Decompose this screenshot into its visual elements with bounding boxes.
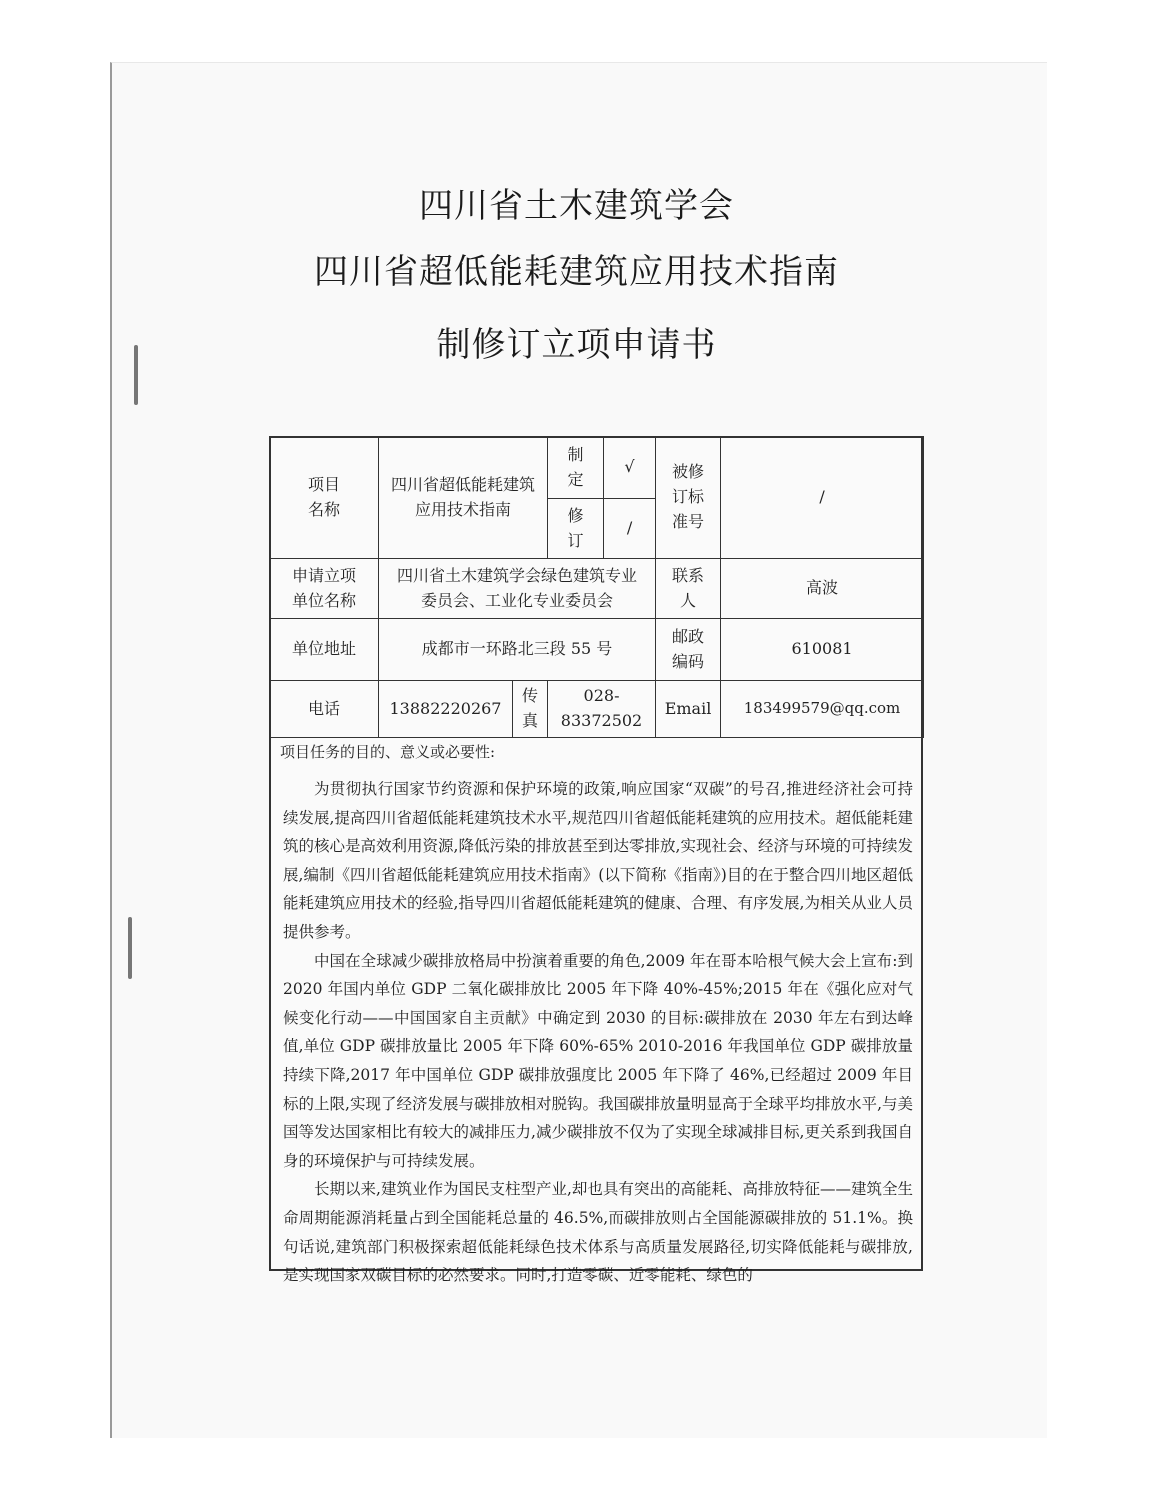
application-info-table bbox=[269, 436, 924, 738]
applicant-value: 四川省土木建筑学会绿色建筑专业 委员会、工业化专业委员会 bbox=[379, 559, 656, 619]
postcode-value: 610081 bbox=[721, 619, 924, 681]
establish-mark: √ bbox=[604, 437, 656, 499]
project-name-value: 四川省超低能耗建筑 应用技术指南 bbox=[379, 437, 548, 559]
address-value: 成都市一环路北三段 55 号 bbox=[379, 619, 656, 681]
establish-label: 制 定 bbox=[548, 437, 604, 499]
phone-label: 电话 bbox=[270, 681, 379, 738]
revised-standard-value: / bbox=[721, 437, 924, 559]
revised-standard-label: 被修 订标 准号 bbox=[656, 437, 721, 559]
applicant-label: 申请立项 单位名称 bbox=[270, 559, 379, 619]
fax-label: 传 真 bbox=[513, 681, 548, 738]
project-name-label: 项目 名称 bbox=[270, 437, 379, 559]
purpose-paragraph: 为贯彻执行国家节约资源和保护环境的政策,响应国家“双碳”的号召,推进经济社会可持续发展,提高四川省超低能耗建筑技术水平,规范四川省超低能耗建筑的应用技术。超低能耗建筑的核心是高效利用资源,降低污染的排放甚至到达零排放,实现社会、经济与环境的可持续发展,编制《四川省超低能耗建筑应用技术指南》(以下简称《指南》)目的在于整合四川地区超低能耗建筑应用技术的经验,指导四川省超低能耗建筑的健康、合理、有序发展,为相关从业人员提供参考。 bbox=[283, 780, 913, 941]
binder-mark-bottom bbox=[128, 917, 132, 979]
purpose-paragraph: 长期以来,建筑业作为国民支柱型产业,却也具有突出的高能耗、高排放特征——建筑全生命周期能源消耗量占到全国能耗总量的 46.5%,而碳排放则占全国能源碳排放的 51.1%。换句话说,建筑部门积极探索超低能耗绿色技术体系与高质量发展路径,切实降低能耗与碳排放,是实现国家双碳目标的必然要求。同时,打造零碳、近零能耗、绿色的 bbox=[283, 1180, 913, 1285]
address-label: 单位地址 bbox=[270, 619, 379, 681]
purpose-section-label: 项目任务的目的、意义或必要性: bbox=[280, 743, 496, 761]
purpose-paragraph: 中国在全球减少碳排放格局中扮演着重要的角色,2009 年在哥本哈根气候大会上宣布:到 2020 年国内单位 GDP 二氧化碳排放比 2005 年下降 40%-45%;2015 年在《强化应对气候变化行动——中国国家自主贡献》中确定到 2030 的目标:碳排放在 2030 年左右到达峰值,单位 GDP 碳排放量比 2005 年下降 60%-65% 2010-2016 年我国单位 GDP 碳排放量持续下降,2017 年中国单位 GDP 碳排放强度比 2005 年下降了 46%,已经超过 2009 年目标的上限,实现了经济发展与碳排放相对脱钩。我国碳排放量明显高于全球平均排放水平,与美国等发达国家相比有较大的减排压力,减少碳排放不仅为了实现全球减排目标,更关系到我国自身的环境保护与可持续发展。 bbox=[283, 951, 913, 1170]
postcode-label: 邮政 编码 bbox=[656, 619, 721, 681]
doc-title: 四川省超低能耗建筑应用技术指南 bbox=[314, 252, 839, 292]
revise-mark: / bbox=[604, 499, 656, 559]
contact-label: 联系 人 bbox=[656, 559, 721, 619]
fax-value: 028-83372502 bbox=[548, 681, 656, 738]
contact-value: 高波 bbox=[721, 559, 924, 619]
phone-value: 13882220267 bbox=[379, 681, 513, 738]
revise-label: 修 订 bbox=[548, 499, 604, 559]
email-value: 183499579@qq.com bbox=[721, 681, 924, 738]
purpose-body bbox=[283, 775, 913, 1290]
email-label: Email bbox=[656, 681, 721, 738]
org-title: 四川省土木建筑学会 bbox=[419, 186, 734, 226]
doc-subtitle: 制修订立项申请书 bbox=[436, 325, 717, 365]
